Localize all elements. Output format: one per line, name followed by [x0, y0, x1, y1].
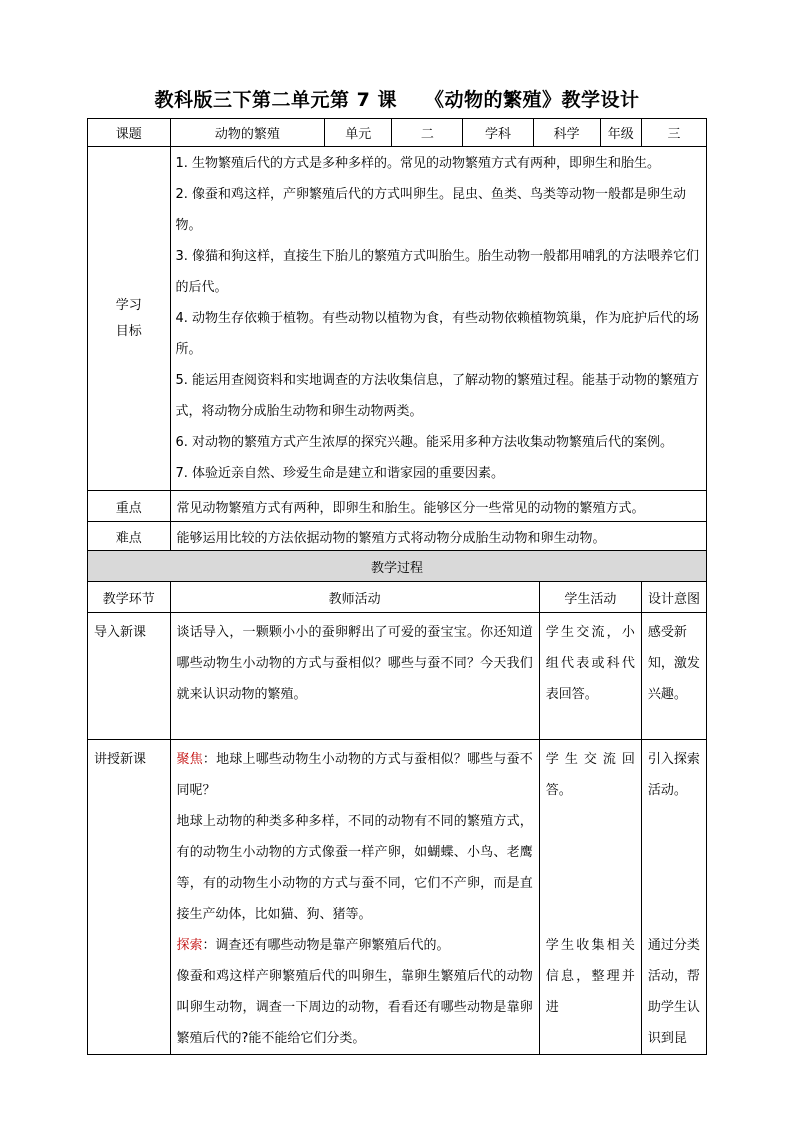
- grade-label: 年级: [600, 119, 641, 147]
- stage-main: 讲授新课: [88, 740, 171, 1055]
- explore-paragraph: [177, 930, 533, 961]
- intent-main: [641, 740, 706, 1055]
- subject-value: 科学: [533, 119, 600, 147]
- table-row: [88, 740, 707, 1055]
- goal-item: 1. 生物繁殖后代的方式是多种多样的。常见的动物繁殖方式有两种，即卵生和胎生。: [175, 156, 661, 171]
- table-row: [88, 613, 707, 740]
- topic-label: 课题: [88, 119, 171, 147]
- title-main: 教科版三下第二单元第 7 课: [154, 89, 397, 111]
- student-main: [539, 740, 641, 1055]
- unit-value: 二: [392, 119, 463, 147]
- col-header-teacher: 教师活动: [170, 582, 539, 613]
- teacher-paragraph-1: 地球上动物的种类多种多样，不同的动物有不同的繁殖方式，有的动物生小动物的方式像蚕一样产卵，如蝴蝶、小鸟、老鹰等，有的动物生小动物的方式与蚕不同，它们不产卵，而是直接生产幼体，比如猫、狗、猪等。: [176, 814, 533, 922]
- goals-label-line2: 目标: [115, 323, 142, 339]
- stage-intro: 导入新课: [88, 613, 171, 740]
- col-header-student: 学生活动: [539, 582, 641, 613]
- focus-label: 聚焦: [176, 752, 203, 767]
- goals-label: [88, 147, 171, 491]
- page-title: [0, 85, 794, 112]
- student-text-b: 学生收集相关信息，整理并进: [545, 938, 635, 1015]
- col-header-stage: 教学环节: [88, 582, 171, 613]
- difficulty-label: 难点: [88, 522, 171, 551]
- intent-intro: 感受新知，激发兴趣。: [641, 613, 706, 740]
- difficulty-text: 能够运用比较的方法依据动物的繁殖方式将动物分成胎生动物和卵生动物。: [170, 522, 706, 551]
- process-section-title: 教学过程: [88, 551, 707, 582]
- student-intro: 学生交流，小组代表或科代表回答。: [539, 613, 641, 740]
- goal-item: 7. 体验近亲自然、珍爱生命是建立和谐家园的重要因素。: [175, 466, 505, 481]
- goals-list: [170, 147, 706, 491]
- goal-item: 2. 像蚕和鸡这样，产卵繁殖后代的方式叫卵生。昆虫、鱼类、鸟类等动物一般都是卵生动物。: [175, 187, 687, 233]
- student-text-a: 学生交流回答。: [545, 752, 635, 798]
- explore-label: 探索: [176, 938, 203, 953]
- key-point-text: 常见动物繁殖方式有两种，即卵生和胎生。能够区分一些常见的动物的繁殖方式。: [170, 491, 706, 522]
- goal-item: 5. 能运用查阅资料和实地调查的方法收集信息，了解动物的繁殖过程。能基于动物的繁殖方式，将动物分成胎生动物和卵生动物两类。: [175, 373, 700, 419]
- grade-value: 三: [641, 119, 706, 147]
- title-lesson: 《动物的繁殖》教学设计: [424, 89, 640, 111]
- goals-row: [88, 147, 707, 491]
- goal-item: 4. 动物生存依赖于植物。有些动物以植物为食，有些动物依赖植物筑巢，作为庇护后代的场所。: [175, 311, 700, 357]
- teacher-paragraph-2: 像蚕和鸡这样产卵繁殖后代的叫卵生，靠卵生繁殖后代的动物叫卵生动物，调查一下周边的动物，看看还有哪些动物是靠卵繁殖后代的?能不能给它们分类。: [176, 969, 533, 1046]
- intent-text-a: 引入探索活动。: [647, 752, 700, 798]
- unit-label: 单元: [325, 119, 392, 147]
- focus-paragraph: [177, 744, 533, 806]
- intent-text-b: 通过分类活动，帮助学生认识到昆: [647, 938, 700, 1046]
- goal-item: 3. 像猫和狗这样，直接生下胎儿的繁殖方式叫胎生。胎生动物一般都用哺乳的方法喂养它们的后代。: [175, 249, 700, 295]
- process-section-row: [88, 551, 707, 582]
- subject-label: 学科: [463, 119, 533, 147]
- col-header-intent: 设计意图: [641, 582, 706, 613]
- key-point-row: [88, 491, 707, 522]
- header-row: [88, 119, 707, 147]
- goal-item: 6. 对动物的繁殖方式产生浓厚的探究兴趣。能采用多种方法收集动物繁殖后代的案例。: [175, 435, 674, 450]
- lesson-plan-table: [87, 118, 707, 1055]
- teacher-intro: 谈话导入，一颗颗小小的蚕卵孵出了可爱的蚕宝宝。你还知道哪些动物生小动物的方式与蚕相似？哪些与蚕不同？今天我们就来认识动物的繁殖。: [170, 613, 539, 740]
- difficulty-row: [88, 522, 707, 551]
- explore-text: ：调查还有哪些动物是靠产卵繁殖后代的。: [202, 938, 450, 953]
- goals-label-line1: 学习: [115, 297, 142, 313]
- topic-value: 动物的繁殖: [170, 119, 325, 147]
- process-header-row: [88, 582, 707, 613]
- key-point-label: 重点: [88, 491, 171, 522]
- focus-text: ：地球上哪些动物生小动物的方式与蚕相似？哪些与蚕不同呢？: [176, 752, 533, 798]
- teacher-main: [170, 740, 539, 1055]
